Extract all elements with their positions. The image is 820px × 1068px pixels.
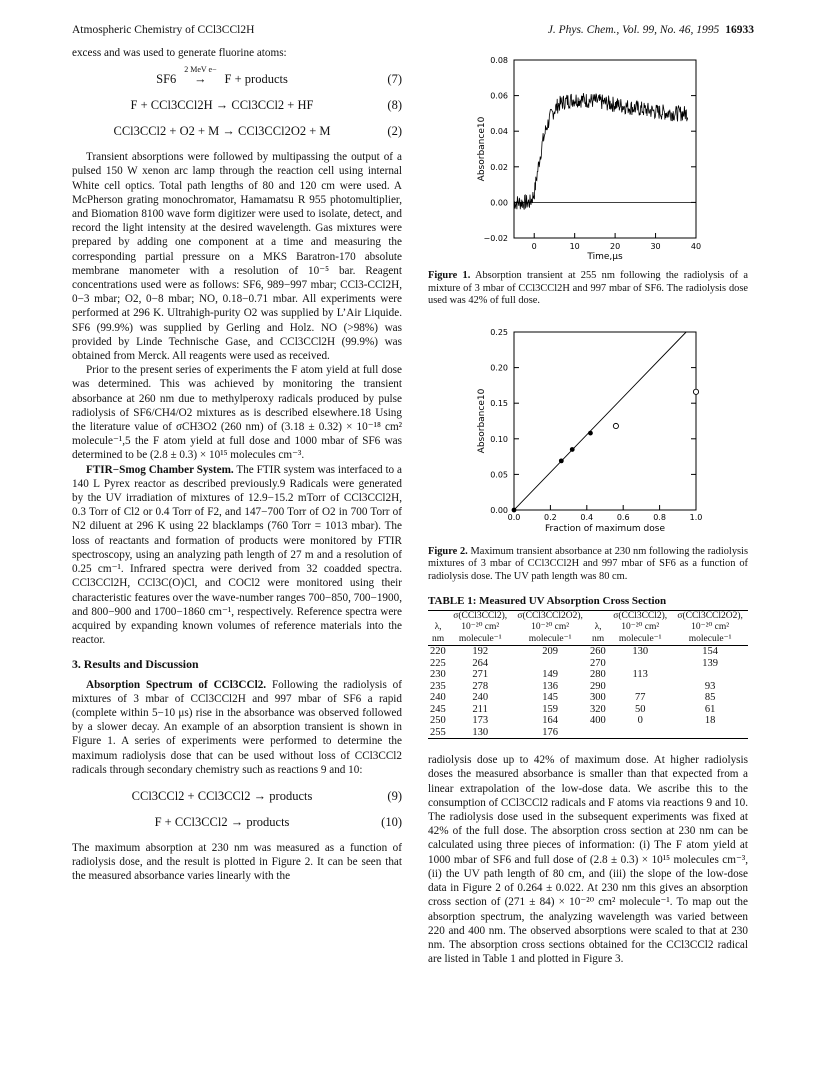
y-axis-label: Absorbance10 <box>477 388 487 454</box>
y-tick-label: 0.04 <box>490 127 508 137</box>
y-tick-label: −0.02 <box>483 234 508 243</box>
table-cell: 130 <box>448 727 512 739</box>
table-cell: 176 <box>512 727 588 739</box>
table-cell: 113 <box>632 669 648 681</box>
table-cell <box>608 658 672 670</box>
table-1-header-2: σ(CCl3CCl2O2), 10⁻²⁰ cm² molecule⁻¹ <box>512 610 588 646</box>
x-tick-label: 1.0 <box>689 512 703 522</box>
x-tick-label: 30 <box>650 242 661 251</box>
figure-1-caption <box>428 270 748 308</box>
y-tick-label: 0.25 <box>490 327 508 337</box>
figure-2-caption-text: Maximum transient absorbance at 230 nm following the radiolysis mixtures of 3 mbar of CCl3CCl2H and 997 mbar of SF6 as a function of radiolysis dose. The UV path length was 80 cm. <box>428 545 748 582</box>
eq10-text: F + CCl3CCl2 → products <box>154 814 290 829</box>
page-number: 16933 <box>725 24 754 36</box>
table-cell: 225 <box>430 657 446 669</box>
table-row <box>428 681 748 693</box>
table-cell: 93 <box>704 680 716 692</box>
x-tick-label: 0 <box>531 242 537 251</box>
table-cell: 139 <box>702 657 718 669</box>
y-tick-label: 0.10 <box>490 434 508 444</box>
methods-paragraph-1: Transient absorptions were followed by multipassing the output of a pulsed 150 W xenon arc lamp through the reaction cell using internal White cell optics. Total path lengths of 80 and 120 cm were used. A McPherson grating monochromator, Hamamatsu R 955 photomultiplier, and Biomation 8100 wave form digitizer were used to isolate, detect, and record the light intensity at the desired wavelength. Gas mixtures were prepared by adding one component at a time and measuring the corresponding partial pressure on a MKS Baratron-170 absolute membrane manometer with a resolution of 10⁻⁵ bar. Reagent concentrations used were as follows: SF6, 989−997 mbar; CCl3-CCl2H, 0−3 mbar; O2, 0−8 mbar; NO, 0.18−0.71 mbar. All experiments were performed at 296 K. Ultrahigh-purity O2 was supplied by L’Air Liquide. SF6 (99.9%) was supplied by Gerling and Holz. NO (>98%) was provided by Linde Technische Gase, and CCl3CCl2H (99.9%) was obtained from Merck. All reagents were used as received. <box>72 151 402 363</box>
running-header-right <box>548 24 754 36</box>
equation-9 <box>72 783 402 809</box>
absorption-text: Following the radiolysis of mixtures of 3 mbar of CCl3CCl2H and 997 mbar of SF6 a rapid (complete within 5−10 μs) rise in the absorbance was observed followed by a slower decay. An example of an absorption transient is shown in Figure 1. A series of experiments were performed to determine the maximum radiolysis dose that can be used without loss of CCl3CCl2 radicals through secondary chemistry such as reactions 9 and 10: <box>72 678 403 776</box>
table-cell: 230 <box>430 669 446 681</box>
table-cell: 18 <box>704 715 716 727</box>
table-cell <box>608 727 672 739</box>
absorption-run-head: Absorption Spectrum of CCl3CCl2. <box>86 678 267 691</box>
data-point-open <box>613 423 618 428</box>
data-point-filled <box>570 447 575 452</box>
eq8-text: F + CCl3CCl2H → CCl3CCl2 + HF <box>130 98 314 113</box>
data-point-filled <box>559 458 564 463</box>
y-axis-label: Absorbance10 <box>477 116 487 182</box>
eq9-text: CCl3CCl2 + CCl3CCl2 → products <box>131 788 313 803</box>
table-row <box>428 658 748 670</box>
table-1 <box>428 610 748 740</box>
table-row <box>428 646 748 658</box>
eq8-number: (8) <box>387 98 402 113</box>
table-cell: 85 <box>704 692 716 704</box>
table-1-header-4: σ(CCl3CCl2), 10⁻²⁰ cm² molecule⁻¹ <box>608 610 672 646</box>
eq7-lhs: SF6 <box>156 72 177 87</box>
eq2-number: (2) <box>387 124 402 139</box>
table-1-header-row <box>428 610 748 646</box>
ftir-paragraph <box>72 463 402 648</box>
table-cell: 149 <box>542 669 558 681</box>
eq7-number: (7) <box>387 72 402 87</box>
ftir-run-head: FTIR−Smog Chamber System. <box>86 463 234 476</box>
table-cell: 240 <box>472 692 489 704</box>
table-cell: 211 <box>472 703 488 715</box>
table-cell: 164 <box>542 715 558 727</box>
x-axis-label: Time,μs <box>587 252 623 262</box>
x-tick-label: 10 <box>569 242 580 251</box>
table-cell: 192 <box>448 646 512 658</box>
table-cell: 278 <box>472 680 489 692</box>
table-row <box>428 669 748 681</box>
table-cell: 280 <box>589 669 606 681</box>
y-tick-label: 0.00 <box>490 505 508 515</box>
table-cell: 154 <box>672 646 748 658</box>
table-row <box>428 704 748 716</box>
x-tick-label: 0.0 <box>507 512 521 522</box>
figure-2-label: Figure 2. <box>428 545 468 557</box>
table-cell <box>672 727 748 739</box>
table-1-header-5: σ(CCl3CCl2O2), 10⁻²⁰ cm² molecule⁻¹ <box>672 610 748 646</box>
y-tick-label: 0.08 <box>490 56 508 65</box>
y-tick-label: 0.20 <box>490 363 508 373</box>
eq2-text: CCl3CCl2 + O2 + M → CCl3CCl2O2 + M <box>113 124 331 139</box>
y-tick-label: 0.05 <box>490 470 508 480</box>
table-cell: 245 <box>430 703 446 715</box>
x-tick-label: 0.6 <box>616 512 630 522</box>
figure-1-plot <box>428 46 748 266</box>
table-1-body <box>428 646 748 739</box>
table-row <box>428 727 748 739</box>
figure-2-caption <box>428 546 748 584</box>
table-cell: 145 <box>542 692 558 704</box>
table-cell: 235 <box>430 680 446 692</box>
closing-paragraph: The maximum absorption at 230 nm was measured as a function of radiolysis dose, and the result is plotted in Figure 2. It can be seen that the measured absorbance varies linearly with the <box>72 841 402 883</box>
equation-7: SF6 2 MeV e− → F + products (7) <box>156 65 402 87</box>
table-cell: 136 <box>542 680 558 692</box>
table-cell: 159 <box>542 703 558 715</box>
equation-2 <box>72 118 402 144</box>
table-cell <box>588 727 608 739</box>
table-cell: 260 <box>588 646 608 658</box>
table-cell: 300 <box>589 692 606 704</box>
running-header-left: Atmospheric Chemistry of CCl3CCl2H <box>72 24 255 36</box>
absorption-trace <box>514 93 688 210</box>
x-axis-label: Fraction of maximum dose <box>545 523 665 534</box>
journal-citation: J. Phys. Chem., Vol. 99, No. 46, 1995 <box>547 24 720 36</box>
table-1-header-0: λ, nm <box>428 610 448 646</box>
eq10-number: (10) <box>381 814 402 829</box>
data-point-filled <box>588 430 593 435</box>
table-cell: 250 <box>430 715 446 727</box>
x-tick-label: 40 <box>690 242 702 251</box>
eq7-arrow-label: 2 MeV e− <box>184 65 217 75</box>
x-tick-label: 0.2 <box>544 512 557 522</box>
table-cell: 290 <box>589 680 606 692</box>
table-cell: 271 <box>472 669 489 681</box>
y-tick-label: 0.00 <box>490 198 508 208</box>
equation-8 <box>72 92 402 118</box>
absorption-paragraph <box>72 678 402 777</box>
table-cell <box>672 669 748 681</box>
table-cell: 50 <box>634 703 646 715</box>
table-cell: 130 <box>608 646 672 658</box>
plot-frame <box>514 332 696 510</box>
figure-1-label: Figure 1. <box>428 270 471 281</box>
figure-1 <box>428 46 748 266</box>
section-heading-3: 3. Results and Discussion <box>72 657 199 672</box>
x-tick-label: 0.8 <box>653 512 666 522</box>
equation-10 <box>72 809 402 835</box>
right-column <box>428 46 748 966</box>
data-point-filled <box>512 507 517 512</box>
fit-line <box>514 332 686 510</box>
table-cell: 0 <box>637 715 643 727</box>
intro-text: excess and was used to generate fluorine atoms: <box>72 47 287 59</box>
table-cell: 173 <box>472 715 489 727</box>
methods-paragraph-2: Prior to the present series of experiments the F atom yield at full dose was determined. This was achieved by monitoring the transient absorbance at 260 nm due to methylperoxy radicals produced by pulse radiolysis of SF6/CH4/O2 mixtures as is described elsewhere.18 Using the literature value of σCH3O2 (260 nm) of (3.18 ± 0.32) × 10⁻¹⁸ cm² molecule⁻¹,5 the F atom yield at full dose and 1000 mbar of SF6 was determined to be (2.8 ± 0.3) × 10¹⁵ molecules cm⁻³. <box>72 364 402 462</box>
table-1-title: TABLE 1: Measured UV Absorption Cross Section <box>428 594 667 607</box>
eq7-rhs: F + products <box>224 72 288 87</box>
ftir-text: The FTIR system was interfaced to a 140 L Pyrex reactor as described previously.9 Radicals were generated by the UV irradiation of mixtures of 12.9−15.2 mTorr of CCl3CCl2H, 0.3 Torr of Cl2 or 0.4 Torr of F2, and 147−700 Torr of O2 in 700 Torr of N2 diluent at 296 K using 22 blacklamps (760 Torr = 1013 mbar). The loss of reactants and formation of products were monitored by FTIR spectroscopy, using an analyzing path length of 27 m and a resolution of 0.25 cm⁻¹. Infrared spectra were derived from 32 coadded spectra. CCl3CCl2H, CCl3C(O)Cl, and COCl2 were monitored using their characteristic features over the wave-number ranges 700−850, 700−1900, and 800−900 and 1700−1860 cm⁻¹, respectively. Reference spectra were acquired by expanding known volumes of reference materials into the reactor. <box>72 463 402 647</box>
data-point-open <box>693 389 698 394</box>
x-tick-label: 20 <box>610 242 621 251</box>
table-cell: 220 <box>428 646 448 658</box>
table-cell: 255 <box>428 727 448 739</box>
table-cell <box>608 681 672 693</box>
y-tick-label: 0.15 <box>490 398 508 408</box>
figure-2 <box>428 318 748 540</box>
results-paragraph: radiolysis dose up to 42% of maximum dose. At higher radiolysis doses the measured absorbance is smaller than that expected from a linear extrapolation of the low-dose data. We ascribe this to the consumption of CCl3CCl2 radicals and F atoms via reactions 9 and 10. The radiolysis dose used in the subsequent experiments was fixed at 42% of the full dose. The absorption cross section at 230 nm can be calculated using three pieces of information: (i) The F atom yield at 1000 mbar of SF6 and full dose of (2.8 ± 0.3) × 10¹⁵ molecules cm⁻³, (ii) the UV path length of 80 cm, and (iii) the slope of the low-dose data in Figure 2 of 0.264 ± 0.022. At 230 nm this gives an absorption cross section of (271 ± 84) × 10⁻²⁰ cm² molecule⁻¹. To map out the absorption spectrum, the analyzing wavelength was varied between 220 and 400 nm. The observed absorptions were scaled to that at 230 nm. The absorption cross sections obtained for the CCl3CCl2 radical are listed in Table 1 and plotted in Figure 3. <box>428 754 748 966</box>
eq9-number: (9) <box>387 788 402 803</box>
table-row <box>428 692 748 704</box>
table-cell: 320 <box>589 703 606 715</box>
table-cell: 240 <box>430 692 446 704</box>
left-column <box>72 46 402 884</box>
figure-1-caption-text: Absorption transient at 255 nm following the radiolysis of a mixture of 3 mbar of CCl3CCl2H and 997 mbar of SF6. The radiolysis dose used was 42% of full dose. <box>428 270 748 307</box>
table-cell: 61 <box>704 703 716 715</box>
table-cell: 400 <box>589 715 606 727</box>
y-tick-label: 0.06 <box>490 91 508 101</box>
table-cell <box>512 658 588 670</box>
table-cell: 209 <box>512 646 588 658</box>
table-1-header-1: σ(CCl3CCl2), 10⁻²⁰ cm² molecule⁻¹ <box>448 610 512 646</box>
table-row <box>428 715 748 727</box>
y-tick-label: 0.02 <box>490 162 508 172</box>
table-cell: 264 <box>472 657 489 669</box>
table-cell: 77 <box>634 692 646 704</box>
table-cell: 270 <box>589 657 606 669</box>
table-1-header-3: λ, nm <box>588 610 608 646</box>
x-tick-label: 0.4 <box>580 512 594 522</box>
figure-2-plot <box>428 318 748 540</box>
